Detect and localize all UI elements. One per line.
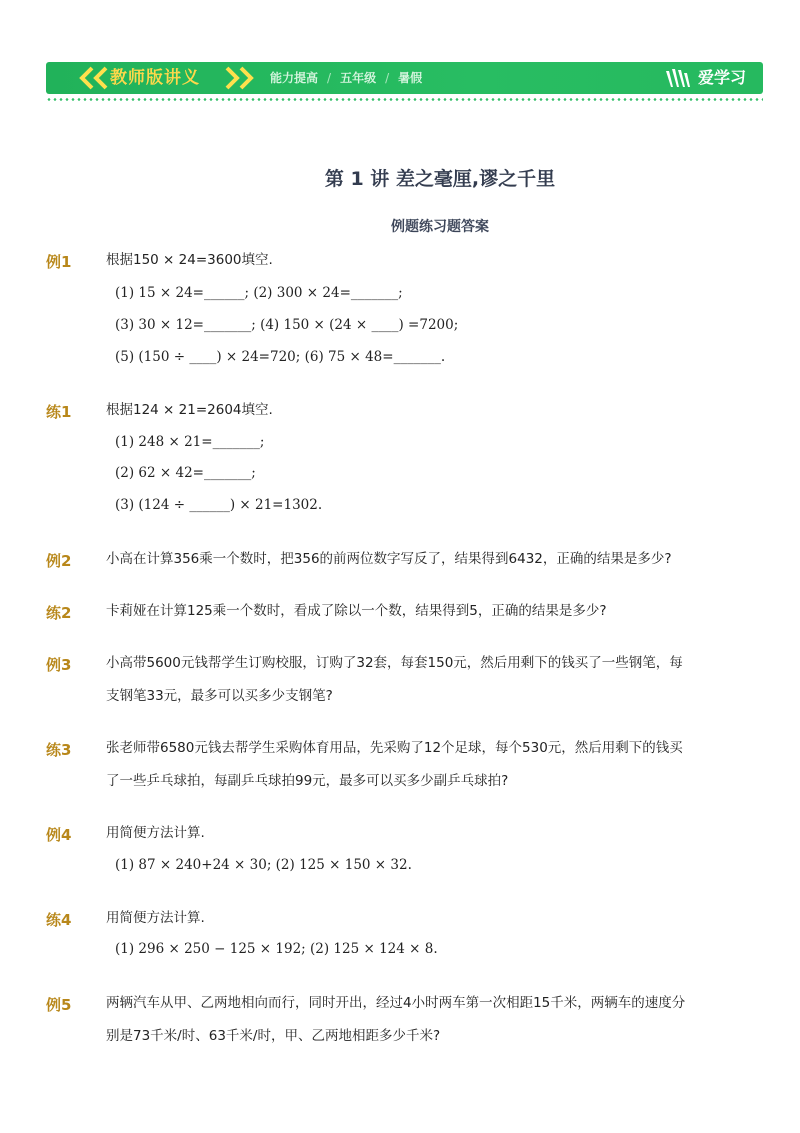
brand-logo [664,64,746,92]
sub-question: (1) 296 × 250 − 125 × 192; (2) 125 × 124 × 8. [115,941,438,957]
problem-label: 例2 [46,552,72,570]
sub-question: (1) 248 × 21=_______; [115,434,265,450]
exercise-stem-line: 张老师带6580元钱去帮学生采购体育用品，先采购了12个足球，每个530元，然后用剩下的钱买 [106,740,683,756]
breadcrumb-item: 暑假 [398,71,423,85]
exercise-label: 练2 [46,604,72,622]
section-subtitle: 例题练习题答案 [391,219,489,235]
sub-question: (1) 87 × 240+24 × 30; (2) 125 × 150 × 32. [115,857,412,873]
exercise-stem: 卡莉娅在计算125乘一个数时，看成了除以一个数，结果得到5，正确的结果是多少? [106,603,607,619]
problem-label: 例4 [46,826,72,844]
problem-stem: 小高在计算356乘一个数时，把356的前两位数字写反了，结果得到6432，正确的结果是多少? [106,551,672,567]
double-chevron-left-icon [78,66,112,90]
brand-mark-icon [664,67,692,89]
exercise-stem-line: 了一些乒乓球拍，每副乒乓球拍99元，最多可以买多少副乒乓球拍? [106,773,509,789]
header-dotted-rule [46,98,763,101]
problem-label: 例5 [46,996,72,1014]
problem-stem: 用简便方法计算. [106,825,205,841]
exercise-label: 练4 [46,911,72,929]
sub-question: (3) 30 × 12=_______; (4) 150 × (24 × ____) =7200; [115,317,459,333]
problem-stem-line: 两辆汽车从甲、乙两地相向而行，同时开出，经过4小时两车第一次相距15千米，两辆车的速度分 [106,995,686,1011]
problem-stem-line: 支钢笔33元，最多可以买多少支钢笔? [106,688,333,704]
exercise-label: 练3 [46,741,72,759]
problem-stem-line: 别是73千米/时、63千米/时，甲、乙两地相距多少千米? [106,1028,441,1044]
problem-label: 例3 [46,656,72,674]
exercise-stem: 根据124 × 21=2604填空. [106,402,273,418]
lecture-title: 第 1 讲 差之毫厘,谬之千里 [324,168,556,190]
problem-label: 例1 [46,253,72,271]
sub-question: (3) (124 ÷ ______) × 21=1302. [115,497,323,513]
breadcrumb-separator: / [385,71,390,85]
sub-question: (5) (150 ÷ ____) × 24=720; (6) 75 × 48=_______. [115,349,446,365]
breadcrumb [270,64,422,92]
exercise-label: 练1 [46,403,72,421]
exercise-stem: 用简便方法计算. [106,910,205,926]
breadcrumb-item: 能力提高 [270,71,319,85]
teacher-edition-badge: 教师版讲义 [110,68,200,88]
problem-stem-line: 小高带5600元钱帮学生订购校服，订购了32套，每套150元，然后用剩下的钱买了一些钢笔，每 [106,655,683,671]
double-chevron-right-icon [221,66,255,90]
sub-question: (2) 62 × 42=_______; [115,465,256,481]
brand-name: 爱学习 [698,68,747,87]
sub-question: (1) 15 × 24=______; (2) 300 × 24=_______; [115,285,403,301]
breadcrumb-item: 五年级 [340,71,377,85]
problem-stem: 根据150 × 24=3600填空. [106,252,273,268]
breadcrumb-separator: / [327,71,332,85]
